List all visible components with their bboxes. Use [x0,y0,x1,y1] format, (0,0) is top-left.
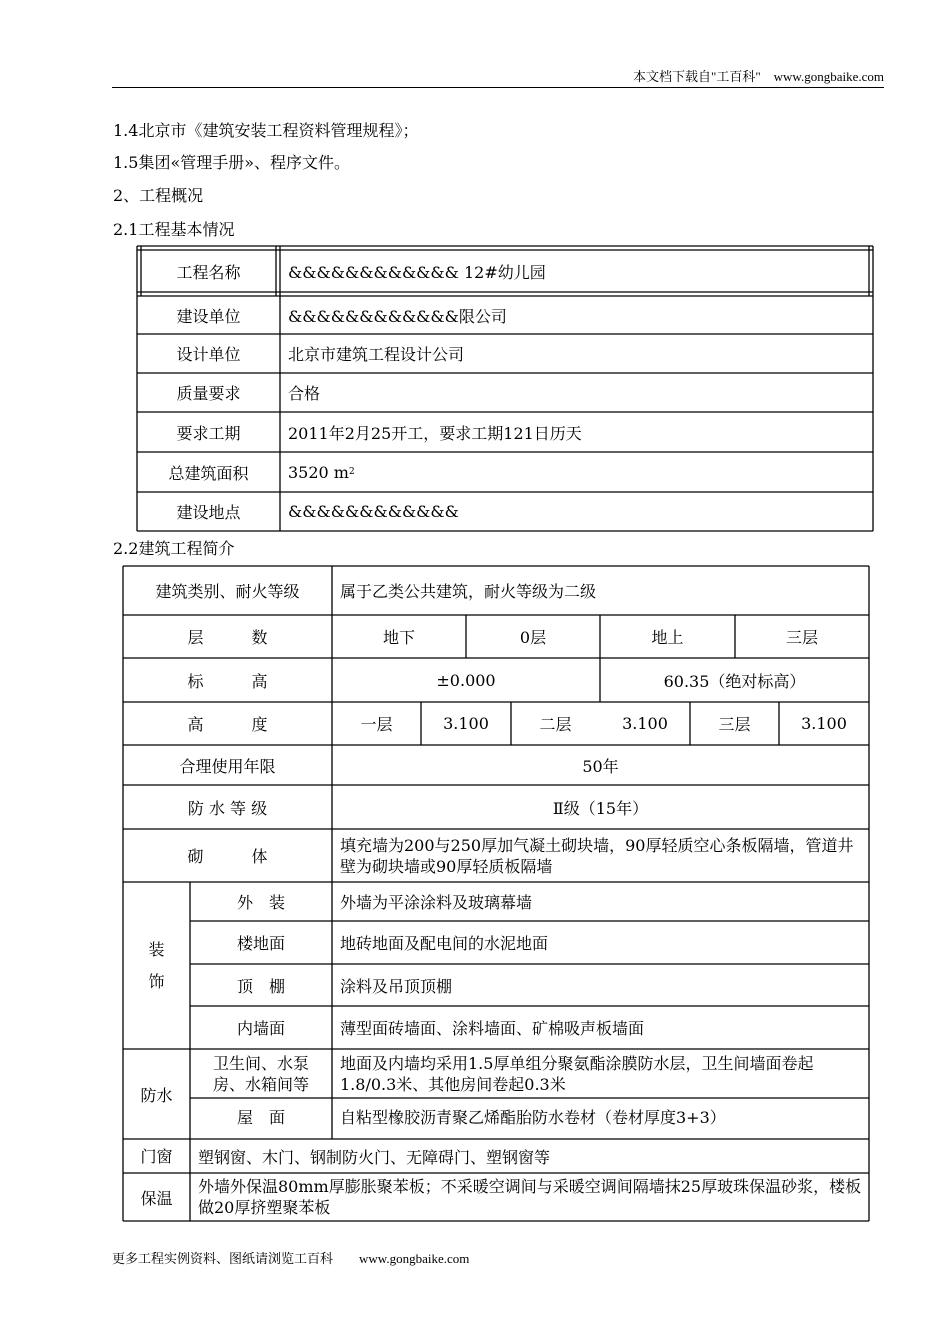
value-total-area [280,452,873,492]
label-elevation: 标 高 [187,671,268,691]
label-quality-requirement: 质量要求 [176,384,241,403]
label-decoration [123,882,190,1049]
height-floor-1-label: 一层 [360,715,393,734]
height-floor-2-label: 二层 [539,715,572,734]
label-ceiling: 顶 棚 [236,976,285,996]
label-total-area: 总建筑面积 [168,463,249,483]
elevation-absolute: 60.35（绝对标高） [663,671,806,691]
label-floor-finish: 楼地面 [236,934,285,953]
height-floor-3-value: 3.100 [801,714,847,733]
decoration-char-2: 饰 [148,971,165,991]
value-insulation: 外墙外保温80mm厚膨胀聚苯板；不采暖空调间与采暖空调间隔墙抹25厚玻珠保温砂浆，楼板做20厚挤塑聚苯板 [198,1177,862,1217]
label-schedule: 要求工期 [176,423,241,443]
label-waterproofing: 防水 [140,1085,173,1105]
value-ceiling: 涂料及吊顶顶棚 [340,976,453,996]
label-design-unit: 设计单位 [176,345,241,364]
label-wet-rooms: 卫生间、水泵房、水箱间等 [212,1053,309,1094]
value-project-name: &&&&&&&&&&&& 12#幼儿园 [288,262,546,282]
section-heading-2-1: 2.1工程基本情况 [113,220,235,239]
area-number: 3520 m [288,462,349,482]
value-quality-requirement: 合格 [288,384,321,403]
floors-above-value: 三层 [785,628,818,647]
page-footer: 更多工程实例资料、图纸请浏览工百科 www.gongbaike.com [112,1251,470,1266]
label-project-name: 工程名称 [176,262,241,282]
label-service-life: 合理使用年限 [179,756,276,776]
value-masonry: 填充墙为200与250厚加气凝土砌块墙，90厚轻质空心条板隔墙，管道井壁为砌块墙或90厚轻质板隔墙 [340,835,854,876]
value-doors-windows: 塑钢窗、木门、钢制防火门、无障碍门、塑钢窗等 [198,1147,551,1167]
label-floor-count: 层 数 [187,628,268,647]
label-insulation: 保温 [140,1188,173,1208]
decoration-char-1: 装 [148,939,165,959]
value-interior-wall: 薄型面砖墙面、涂料墙面、矿棉吸声板墙面 [340,1019,645,1038]
section-heading-2-2: 2.2建筑工程简介 [113,539,235,558]
height-floor-2-value: 3.100 [622,714,668,733]
value-site-location: &&&&&&&&&&&& [288,502,459,521]
label-height: 高 度 [187,715,268,734]
value-category-fire-rating: 属于乙类公共建筑，耐火等级为二级 [340,582,597,601]
height-floor-1-value: 3.100 [443,714,489,733]
floors-below-label: 地下 [382,628,415,647]
label-site-location: 建设地点 [176,503,241,522]
value-roof: 自粘型橡胶沥青聚乙烯酯胎防水卷材（卷材厚度3+3） [340,1108,726,1127]
label-interior-wall: 内墙面 [236,1019,285,1038]
value-wet-rooms: 地面及内墙均采用1.5厚单组分聚氨酯涂膜防水层，卫生间墙面卷起1.8/0.3米、其他房间卷起0.3米 [340,1053,814,1094]
label-exterior: 外 装 [236,893,285,912]
height-floor-3-label: 三层 [718,715,751,734]
area-unit-superscript: 2 [348,467,355,477]
floors-above-label: 地上 [651,628,684,647]
label-construction-unit: 建设单位 [176,306,241,326]
section-heading-2: 2、工程概况 [113,186,204,205]
value-floor-finish: 地砖地面及配电间的水泥地面 [340,934,549,953]
value-exterior: 外墙为平涂涂料及玻璃幕墙 [340,893,533,912]
label-doors-windows: 门窗 [140,1147,173,1166]
value-schedule: 2011年2月25开工，要求工期121日历天 [288,423,582,443]
value-construction-unit: &&&&&&&&&&&&限公司 [288,306,507,326]
label-category-fire-rating: 建筑类别、耐火等级 [155,582,300,601]
value-waterproof-grade: Ⅱ级（15年） [552,798,649,818]
page-header: 本文档下载自"工百科" www.gongbaike.com [633,69,884,84]
floors-below-value: 0层 [519,628,547,647]
label-waterproof-grade: 防 水 等 级 [187,798,268,818]
label-masonry: 砌 体 [187,847,268,866]
value-design-unit: 北京市建筑工程设计公司 [288,345,465,364]
reference-line-1-4: 1.4北京市《建筑安装工程资料管理规程》； [113,121,419,140]
value-service-life: 50年 [582,756,619,776]
label-roof: 屋 面 [236,1108,285,1127]
elevation-relative: ±0.000 [436,670,496,690]
reference-line-1-5: 1.5集团«管理手册»、程序文件。 [113,153,351,172]
